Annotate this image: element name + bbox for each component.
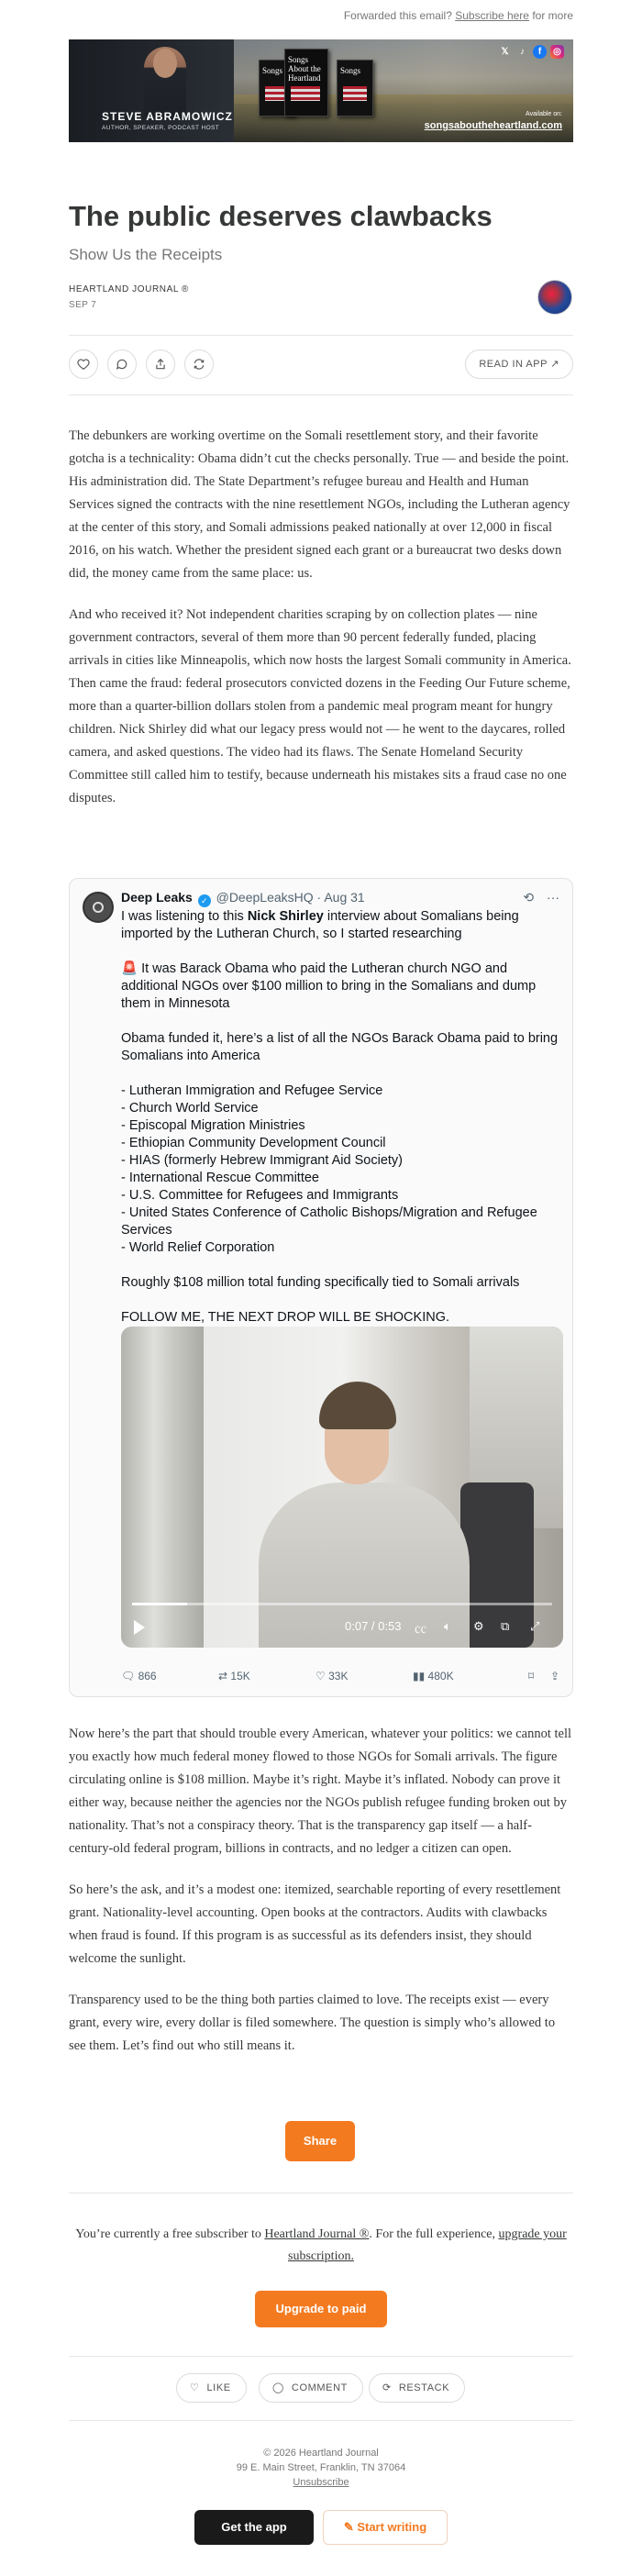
verified-badge-icon: ✓ [198, 894, 211, 907]
footer [69, 2446, 573, 2490]
x-icon[interactable]: 𝕏 [501, 47, 509, 57]
read-in-app-label: READ IN APP [479, 359, 548, 370]
restack-icon [193, 358, 205, 371]
post-title[interactable]: The public deserves clawbacks [69, 200, 493, 232]
captions-icon[interactable]: ㏄ [415, 1622, 427, 1636]
banner-author-name: STEVE ABRAMOWICZ [102, 110, 233, 123]
heart-icon [77, 358, 90, 371]
tweet-sep: · [316, 890, 325, 905]
subscribe-link[interactable]: Subscribe here [455, 9, 529, 22]
share-icon [154, 358, 167, 371]
facebook-icon[interactable]: f [533, 45, 547, 59]
body-paragraph: And who received it? Not independent charities scraping by on collection plates — nine government contractors, several of them more than 90 percent federally funded, placing arrivals in cities like Minneapolis, which now hosts the largest Somali community in America. Then came the fraud: federal prosecutors convicted dozens in the Feeding Our Future scheme, more than a quarter-billion dollars stolen from a pandemic meal program meant for hungry children. Nick Shirley did what our legacy press would not — he went to the daycares, rolled camera, and asked questions. The video had its flaws. The Senate Homeland Security Committee still called him to testify, because underneath his mistakes sits a fraud case no one disputes. [69, 607, 571, 805]
tweet-funding: Roughly $108 million total funding specifically tied to Somali arrivals [121, 1275, 520, 1290]
video-progress-fill [132, 1603, 187, 1605]
settings-gear-icon[interactable]: ⚙ [473, 1619, 484, 1633]
bookmark-icon[interactable]: ⌑ [528, 1670, 535, 1682]
list-item: - Ethiopian Community Development Council [121, 1136, 386, 1150]
footer-copyright: © 2026 Heartland Journal [263, 2448, 379, 2459]
tweet-share-icon[interactable]: ⇪ [550, 1670, 560, 1682]
restack-button[interactable] [184, 350, 214, 379]
start-writing-button[interactable]: ✎ Start writing [323, 2510, 448, 2545]
banner-available: Available on: [526, 111, 562, 117]
fullscreen-icon[interactable]: ⤢ [530, 1619, 540, 1633]
tweet-text [121, 908, 561, 1344]
body-paragraph: Transparency used to be the thing both parties claimed to love. The receipts exist — every grant, every wire, every dollar is filed somewhere. The question is simply who’s allowed to see them. Let’s find out who still means it. [69, 1993, 556, 2053]
read-in-app-button[interactable] [465, 350, 573, 379]
tweet-line-1: I was listening to this Nick Shirley interview about Somalians being imported by the Lutheran Church, so I started researching [121, 909, 519, 941]
tweet-cta: FOLLOW ME, THE NEXT DROP WILL BE SHOCKING. [121, 1310, 450, 1325]
upgrade-to-paid-button[interactable]: Upgrade to paid [255, 2291, 387, 2327]
post-date: SEP 7 [69, 300, 97, 310]
view-stat[interactable]: ▮▮ 480K [413, 1670, 454, 1682]
publication-name[interactable]: HEARTLAND JOURNAL ® [69, 284, 190, 294]
footer-comment-button[interactable]: ◯ COMMENT [259, 2373, 363, 2403]
list-item: - U.S. Committee for Refugees and Immigrants [121, 1188, 399, 1203]
play-icon[interactable] [134, 1620, 145, 1635]
post-subtitle: Show Us the Receipts [69, 246, 223, 263]
restack-icon: ⟳ [382, 2382, 392, 2393]
list-item: - Episcopal Migration Ministries [121, 1118, 305, 1133]
list-item: - United States Conference of Catholic Bishops/Migration and Refugee Services [121, 1205, 537, 1238]
publication-avatar[interactable] [537, 280, 572, 315]
divider [69, 335, 573, 336]
embedded-tweet[interactable] [69, 878, 573, 1697]
social-icons [498, 45, 564, 59]
list-item: - Church World Service [121, 1101, 259, 1116]
get-the-app-button[interactable]: Get the app [194, 2510, 314, 2545]
upgrade-link[interactable]: upgrade your subscription. [288, 2227, 567, 2263]
tweet-avatar[interactable] [83, 892, 114, 923]
tweet-header [121, 890, 365, 907]
header-banner[interactable] [69, 39, 573, 142]
tweet-list-intro: Obama funded it, here’s a list of all the NGOs Barack Obama paid to bring Somalians into America [121, 1031, 559, 1063]
heart-icon: ♡ [190, 2382, 200, 2393]
divider [69, 2420, 573, 2421]
list-item: - HIAS (formerly Hebrew Immigrant Aid Society) [121, 1153, 403, 1168]
video-progress-bar[interactable] [132, 1603, 552, 1605]
share-post-button[interactable]: Share [285, 2121, 355, 2161]
tweet-author-name[interactable]: Deep Leaks [121, 890, 193, 905]
body-paragraph: Now here’s the part that should trouble every American, whatever your politics: we cannot tell you exactly how much federal money flowed to those NGOs for Somali arrivals. The figure circulating online is $108 million. Maybe it’s right. Maybe it’s inflated. Nobody can prove it either way, because neither the agencies nor the NGOs publish refugee funding broken out by nationality. That’s not a conspiracy theory. That is the transparency gap itself — a half-century-old federal program, billions in contracts, and no ledger a citizen can open. [69, 1727, 572, 1856]
pen-icon: ✎ [343, 2520, 358, 2534]
forwarded-suffix: for more [532, 9, 573, 22]
video-controls [121, 1616, 563, 1638]
book-cover-3: Songs [337, 60, 373, 117]
tweet-alert: 🚨 It was Barack Obama who paid the Lutheran church NGO and additional NGOs over $100 million to bring in the Somalians and dump them in Minnesota [121, 961, 537, 1011]
picture-in-picture-icon[interactable]: ⧉ [501, 1619, 510, 1633]
unsubscribe-link[interactable]: Unsubscribe [293, 2477, 349, 2488]
subscriber-notice: You’re currently a free subscriber to Heartland Journal ®. For the full experience, upgrade your subscription. [75, 2227, 567, 2263]
footer-like-button[interactable]: ♡ LIKE [176, 2373, 247, 2403]
forwarded-line [344, 9, 573, 22]
footer-address: 99 E. Main Street, Franklin, TN 37064 [236, 2462, 406, 2473]
ngo-list [121, 1083, 561, 1257]
list-item: - World Relief Corporation [121, 1240, 275, 1255]
grok-icon[interactable]: ⟲ [523, 890, 535, 905]
body-paragraph: The debunkers are working overtime on the Somali resettlement story, and their favorite gotcha is a technicality: Obama didn’t cut the checks personally. True — and beside the point. His administration did. The State Department’s refugee bureau and Health and Human Services signed the contracts with the nine resettlement NGOs, including the Lutheran agency at the center of this story, and Somali admissions peaked nationally at over 12,000 in fiscal 2016, on his watch. Whether the president signed each grant or a bureaucrat two desks down did, the money came from the same place: us. [69, 428, 570, 581]
tweet-top-icons [523, 890, 559, 905]
comment-button[interactable] [107, 350, 137, 379]
book-cover-2: Songs About the Heartland [284, 49, 328, 117]
tweet-video[interactable] [121, 1327, 563, 1648]
post-body-bottom [69, 1723, 573, 2076]
banner-author-sub: AUTHOR, SPEAKER, PODCAST HOST [102, 125, 220, 131]
post-action-bar [69, 350, 573, 379]
more-icon[interactable]: ··· [547, 890, 559, 905]
like-stat[interactable]: ♡ 33K [315, 1670, 349, 1682]
video-time: 0:07 / 0:53 [345, 1619, 402, 1633]
video-person [259, 1382, 470, 1648]
volume-icon[interactable]: 🔈︎ [444, 1619, 451, 1633]
arrow-up-right-icon: ↗ [550, 359, 559, 370]
video-curtain [121, 1327, 204, 1648]
instagram-icon[interactable]: ◎ [550, 45, 564, 59]
footer-restack-button[interactable]: ⟳ RESTACK [369, 2373, 465, 2403]
tweet-date[interactable]: Aug 31 [324, 890, 365, 905]
banner-url[interactable]: songsaboutheheartland.com [424, 120, 562, 131]
like-button[interactable] [69, 350, 98, 379]
publication-link[interactable]: Heartland Journal ® [264, 2227, 370, 2241]
tweet-handle[interactable]: @DeepLeaksHQ [216, 890, 314, 905]
forwarded-text: Forwarded this email? [343, 9, 452, 22]
tiktok-icon[interactable]: ♪ [520, 47, 525, 57]
book-cover-1: Songs [259, 60, 295, 117]
divider [69, 2356, 573, 2357]
comment-icon [116, 358, 128, 371]
list-item: - International Rescue Committee [121, 1171, 319, 1185]
share-button[interactable] [146, 350, 175, 379]
list-item: - Lutheran Immigration and Refugee Service [121, 1083, 383, 1098]
comment-icon: ◯ [272, 2382, 284, 2393]
body-paragraph: So here’s the ask, and it’s a modest one: itemized, searchable reporting of every resettlement grant. Nationality-level accounting. Open books at the contractors. Audits with clawbacks when fraud is found. If this program is as successful as its defenders insist, they should welcome the sunlight. [69, 1882, 561, 1966]
reply-stat[interactable]: 🗨︎ 866 [121, 1670, 157, 1682]
post-body-top [69, 425, 573, 828]
divider [69, 394, 573, 395]
author-head [153, 49, 177, 78]
retweet-stat[interactable]: ⇄ 15K [218, 1670, 250, 1682]
